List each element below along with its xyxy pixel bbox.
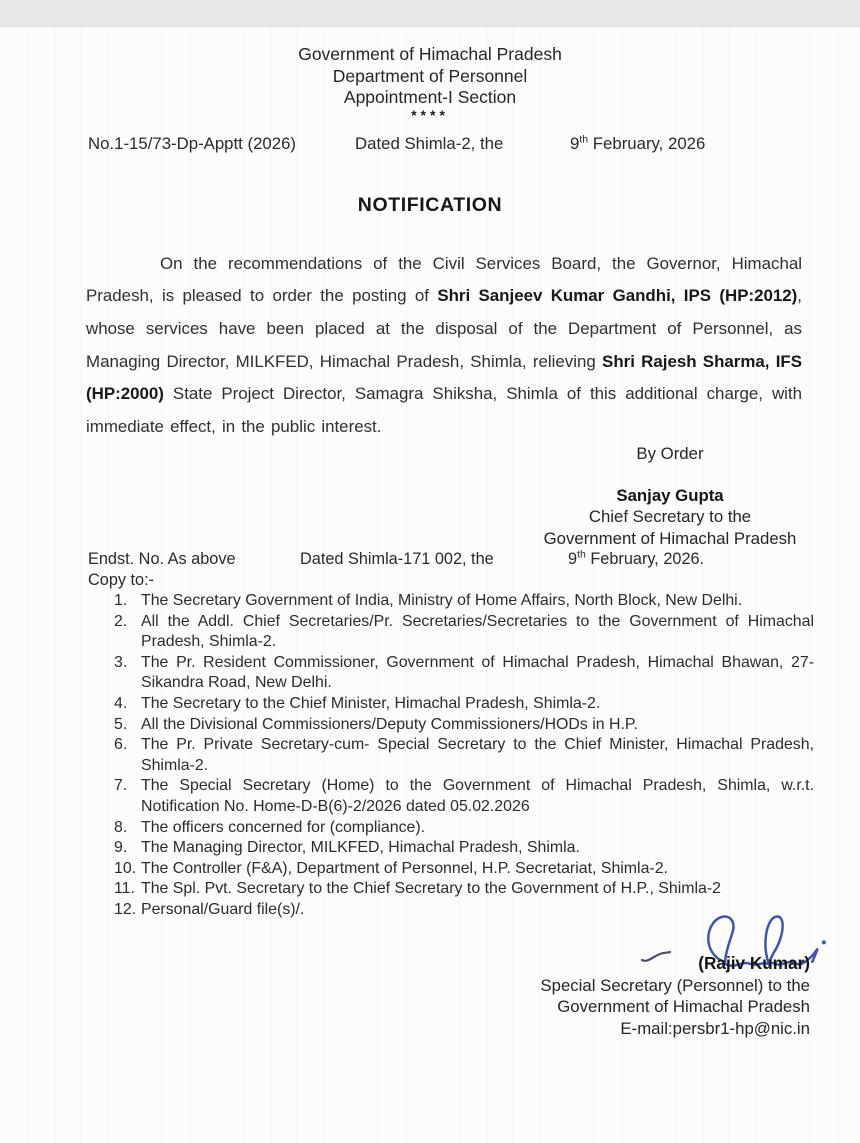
special-secretary-signature-block	[540, 953, 810, 1039]
paragraph-text: On the recommendations of the Civil Services Board, the Governor, Himachal Pradesh, is pleased to order the posting of	[86, 253, 802, 306]
endorsement-dated-place: Dated Shimla-171 002, the	[300, 550, 494, 568]
signatory-name: Sanjay Gupta	[616, 486, 724, 505]
endorsement-line	[0, 550, 860, 572]
signatory-designation: Special Secretary (Personnel) to the	[540, 975, 810, 995]
copy-recipient-item: The Pr. Private Secretary-cum- Special Secretary to the Chief Minister, Himachal Pradesh, Shimla-2.	[141, 736, 814, 774]
copy-recipient-item: The Secretary Government of India, Ministry of Home Affairs, North Block, New Delhi.	[141, 592, 743, 609]
officer-name-bold: Shri Sanjeev Kumar Gandhi, IPS (HP:2012)	[437, 286, 798, 306]
reference-number: No.1-15/73-Dp-Apptt (2026)	[88, 134, 297, 153]
signatory-government: Government of Himachal Pradesh	[557, 997, 810, 1017]
by-order-line: By Order	[636, 444, 704, 463]
copy-recipient-item: The officers concerned for (compliance).	[141, 818, 426, 836]
date-ordinal-suffix: th	[579, 133, 589, 146]
copy-recipient-item: All the Divisional Commissioners/Deputy Commissioners/HODs in H.P.	[141, 715, 638, 733]
letterhead	[0, 44, 860, 122]
copy-recipients	[114, 591, 814, 921]
date-day: 9	[570, 134, 580, 153]
copy-recipient-item: The Special Secretary (Home) to the Government of Himachal Pradesh, Shimla, w.r.t. Notification No. Home-D-B(6)-2/2026 dated 05.02.2026	[141, 777, 814, 815]
copy-recipient-item: All the Addl. Chief Secretaries/Pr. Secretaries/Secretaries to the Government of Himachal Pradesh, Shimla-2.	[141, 612, 814, 651]
signatory-name: (Rajiv Kumar)	[698, 953, 810, 973]
final-signature-zone	[0, 905, 860, 1065]
paragraph-text: State Project Director, Samagra Shiksha, Shimla of this additional charge, with immediate effect, in the public interest.	[86, 384, 802, 436]
signatory-government: Government of Himachal Pradesh	[543, 528, 797, 548]
reference-line	[0, 134, 860, 158]
letterhead-department: Department of Personnel	[332, 65, 528, 86]
endorsement-number: Endst. No. As above	[88, 550, 236, 568]
copy-recipient-item: The Controller (F&A), Department of Personnel, H.P. Secretariat, Shimla-2.	[141, 859, 668, 877]
copy-recipient-item: The Spl. Pvt. Secretary to the Chief Secretary to the Government of H.P., Shimla-2	[141, 880, 721, 898]
date-month-year: February, 2026	[588, 134, 706, 153]
chief-secretary-signature-block	[524, 485, 816, 549]
endorsement-date	[568, 550, 704, 569]
signatory-email: E-mail:persbr1-hp@nic.in	[620, 1018, 810, 1038]
signatory-designation: Chief Secretary to the	[588, 507, 752, 527]
letterhead-separator-stars: ****	[411, 106, 449, 123]
notification-date	[570, 134, 705, 154]
dated-place: Dated Shimla-2, the	[355, 134, 504, 153]
notification-body-paragraph	[86, 248, 802, 444]
document-title: NOTIFICATION	[357, 194, 503, 216]
date-day: 9	[568, 550, 578, 568]
copy-recipient-item: The Secretary to the Chief Minister, Himachal Pradesh, Shimla-2.	[141, 694, 601, 712]
officer-name-bold: Shri Rajesh Sharma, IFS (HP:2000)	[86, 351, 803, 404]
copy-recipient-item: The Managing Director, MILKFED, Himachal Pradesh, Shimla.	[141, 839, 580, 857]
paragraph-text: , whose services have been placed at the disposal of the Department of Personnel, as Managing Director, MILKFED, Himachal Pradesh, Shimla, relieving	[86, 286, 802, 371]
date-month-year: February, 2026.	[585, 550, 705, 568]
copy-recipient-item: The Pr. Resident Commissioner, Government of Himachal Pradesh, Himachal Bhawan, 27-Sikandra Road, New Delhi.	[141, 653, 814, 692]
letterhead-section: Appointment-I Section	[343, 87, 517, 107]
date-ordinal-suffix: th	[577, 548, 586, 561]
scan-top-strip	[0, 0, 860, 27]
copy-recipients-list	[114, 591, 814, 921]
copy-recipient-item: Personal/Guard file(s)/.	[141, 900, 305, 918]
copy-to-label: Copy to:-	[88, 571, 155, 589]
letterhead-government: Government of Himachal Pradesh	[298, 44, 562, 64]
